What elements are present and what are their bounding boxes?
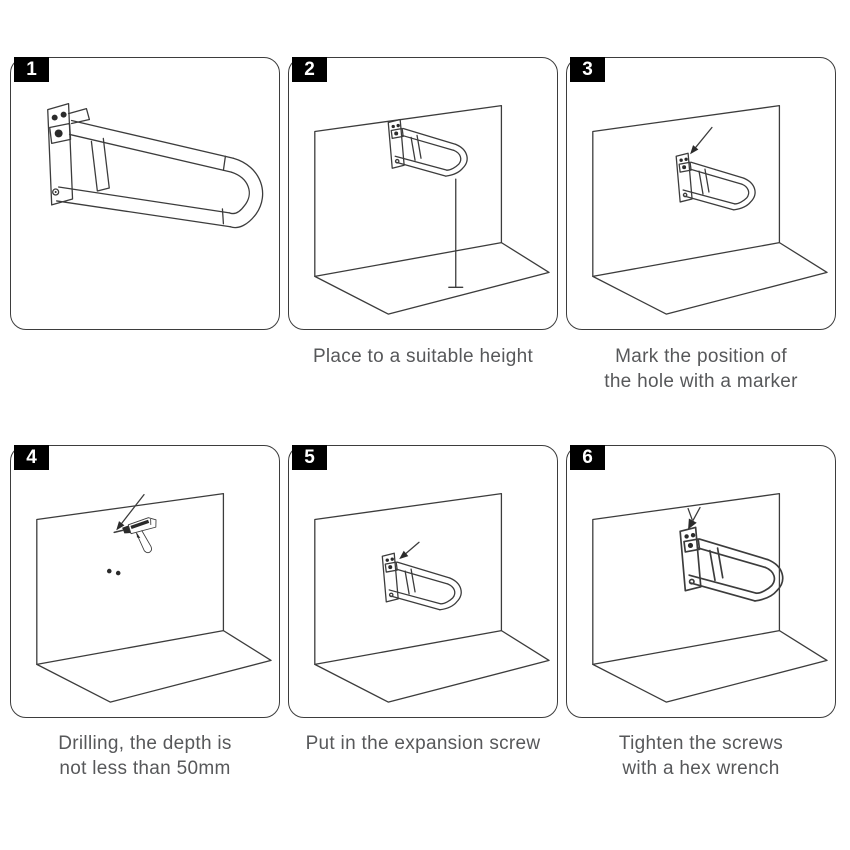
- step-caption-5: [288, 731, 558, 781]
- caption-line: Tighten the screws: [618, 733, 784, 754]
- step-caption-2: [288, 344, 558, 394]
- step-caption-6: [566, 731, 836, 781]
- step-caption-1: [10, 344, 280, 394]
- caption-line: with a hex wrench: [622, 758, 780, 779]
- step-panel-4: [10, 445, 280, 718]
- step-number-badge: 5: [292, 445, 327, 470]
- pointer-arrow-icon: [690, 127, 712, 154]
- caption-line: Mark the position of: [615, 346, 787, 367]
- caption-line: Put in the expansion screw: [305, 733, 541, 754]
- drill-holes-icon: [107, 569, 120, 576]
- pointer-arrow-icon: [399, 542, 419, 559]
- caption-line: Drilling, the depth is: [58, 733, 232, 754]
- wall-floor-icon: [593, 106, 827, 314]
- grab-bar-icon: [388, 120, 467, 177]
- step-panel-3: [566, 57, 836, 330]
- step-caption-4: [10, 731, 280, 781]
- step-number-badge: 3: [570, 57, 605, 82]
- step-panel-5: [288, 445, 558, 718]
- pointer-arrow-icon: [688, 508, 700, 530]
- caption-row-1: [10, 344, 836, 394]
- expansion-screw-illustration: [289, 446, 557, 717]
- panel-row-2: [10, 445, 836, 718]
- step-number-badge: 1: [14, 57, 49, 82]
- grab-bar-icon: [48, 104, 263, 228]
- step-number-badge: 6: [570, 445, 605, 470]
- step-number-badge: 4: [14, 445, 49, 470]
- wall-floor-icon: [315, 494, 549, 702]
- caption-line: not less than 50mm: [59, 758, 231, 779]
- grab-bar-icon: [676, 153, 755, 210]
- caption-line: Place to a suitable height: [312, 346, 534, 367]
- grab-bar-icon: [680, 527, 783, 601]
- panel-row-1: [10, 57, 836, 330]
- caption-line: the hole with a marker: [604, 371, 798, 392]
- wall-floor-icon: [593, 494, 827, 702]
- drilling-illustration: [11, 446, 279, 717]
- caption-row-2: [10, 731, 836, 781]
- wall-floor-icon: [37, 494, 271, 702]
- step-panel-2: [288, 57, 558, 330]
- grab-bar-height-illustration: [289, 58, 557, 329]
- height-line-icon: [449, 179, 463, 287]
- grab-bar-icon: [382, 553, 461, 610]
- step-panel-6: [566, 445, 836, 718]
- mark-position-illustration: [567, 58, 835, 329]
- folded-grab-bar-illustration: [11, 58, 279, 329]
- step-panel-1: [10, 57, 280, 330]
- step-number-badge: 2: [292, 57, 327, 82]
- tighten-screws-illustration: [567, 446, 835, 717]
- step-caption-3: [566, 344, 836, 394]
